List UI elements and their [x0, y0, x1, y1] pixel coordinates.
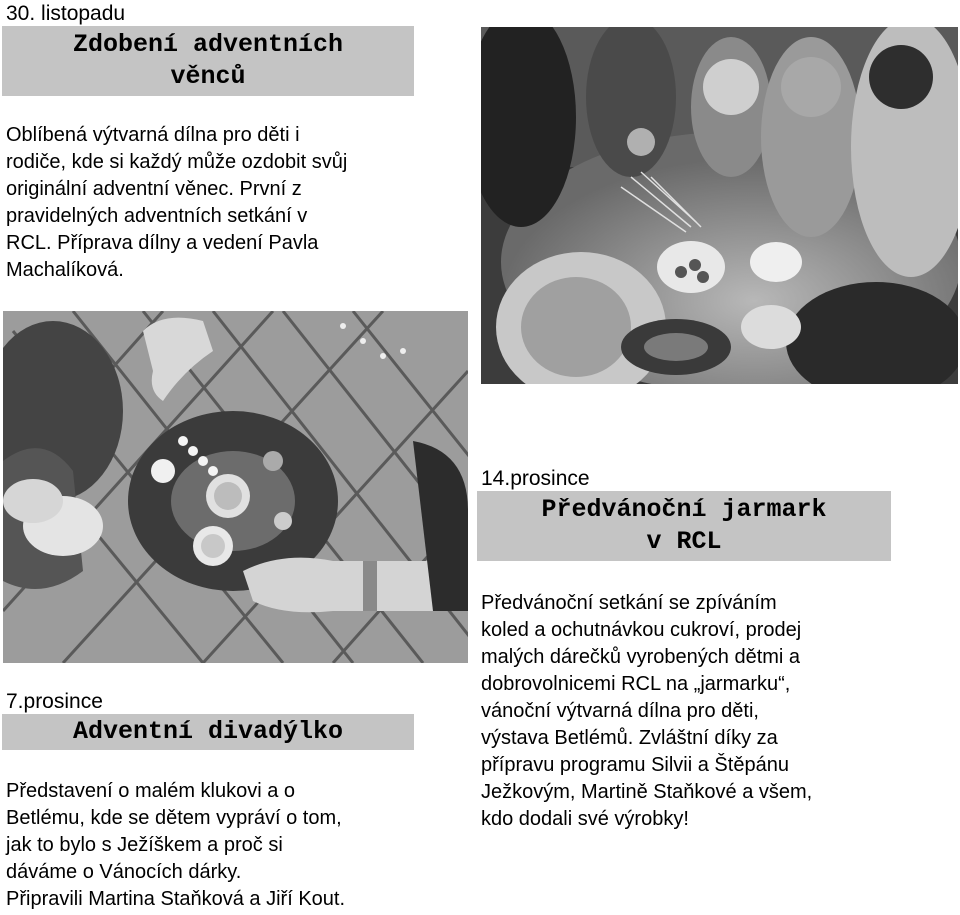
section2-title-line: Adventní divadýlko	[72, 717, 344, 746]
section2-paragraph-line: Betlému, kde se dětem vypráví o tom,	[6, 807, 342, 829]
advent-wreath-photo	[3, 311, 468, 663]
section1-title	[2, 26, 414, 96]
section1-paragraph-line: Oblíbená výtvarná dílna pro děti i	[6, 124, 300, 146]
section2-paragraph-line: Připravili Martina Staňková a Jiří Kout.	[6, 888, 346, 910]
section3-title-line: v RCL	[646, 527, 722, 556]
section1-title-line: věnců	[170, 62, 246, 91]
section3-paragraph-line: Ježkovým, Martině Staňkové a všem,	[481, 781, 813, 803]
section1-paragraph	[6, 122, 347, 284]
wreath-workshop-photo-graphic	[481, 27, 958, 384]
section3-paragraph-line: kdo dodali své výrobky!	[481, 808, 689, 830]
section2-paragraph	[6, 778, 345, 913]
section1-paragraph-line: originální adventní věnec. První z	[6, 178, 302, 200]
section1-paragraph-line: pravidelných adventních setkání v	[6, 205, 308, 227]
section3-paragraph-line: vánoční výtvarná dílna pro děti,	[481, 700, 759, 722]
section3-paragraph-line: malých dárečků vyrobených dětmi a	[481, 646, 801, 668]
section2-date: 7.prosince	[6, 690, 103, 713]
section1-paragraph-line: RCL. Příprava dílny a vedení Pavla	[6, 232, 319, 254]
wreath-workshop-photo	[481, 27, 958, 384]
section3-paragraph	[481, 590, 812, 833]
section1-date: 30. listopadu	[6, 2, 126, 25]
section3-paragraph-line: Předvánoční setkání se zpíváním	[481, 592, 777, 614]
section3-title	[477, 491, 891, 561]
section2-paragraph-line: dáváme o Vánocích dárky.	[6, 861, 242, 883]
section3-paragraph-line: přípravu programu Silvii a Štěpánu	[481, 754, 789, 776]
section2-title	[2, 714, 414, 750]
section3-paragraph-line: dobrovolnicemi RCL na „jarmarku“,	[481, 673, 791, 695]
section3-title-line: Předvánoční jarmark	[541, 495, 827, 524]
section1-paragraph-line: rodiče, kde si každý může ozdobit svůj	[6, 151, 348, 173]
section3-date: 14.prosince	[481, 467, 590, 490]
section1-paragraph-line: Machalíková.	[6, 259, 124, 281]
advent-wreath-photo-graphic	[3, 311, 468, 663]
section2-paragraph-line: Představení o malém klukovi a o	[6, 780, 296, 802]
section2-paragraph-line: jak to bylo s Ježíškem a proč si	[6, 834, 283, 856]
section3-paragraph-line: výstava Betlémů. Zvláštní díky za	[481, 727, 778, 749]
section1-title-line: Zdobení adventních	[72, 30, 344, 59]
section3-paragraph-line: koled a ochutnávkou cukroví, prodej	[481, 619, 802, 641]
